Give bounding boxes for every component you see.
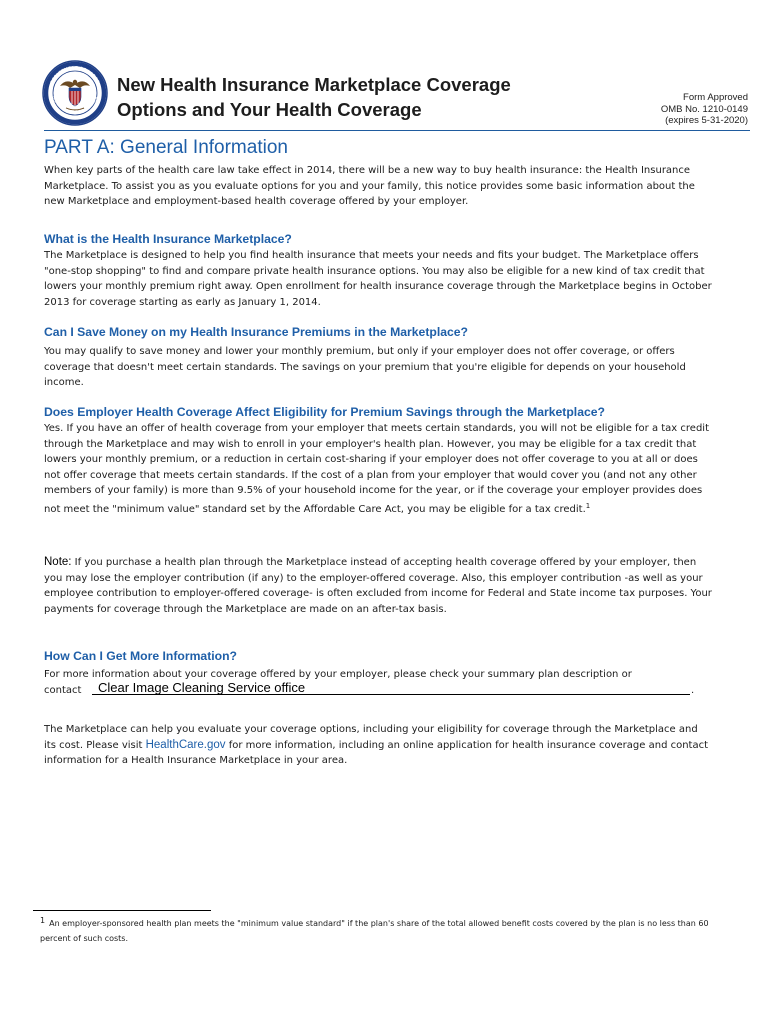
question-what-is-marketplace: What is the Health Insurance Marketplace? xyxy=(44,232,292,246)
footnote-reference: 1 xyxy=(585,501,591,510)
document-title xyxy=(117,72,587,122)
intro-paragraph: When key parts of the health care law take effect in 2014, there will be a new way to buy health insurance: the Health Insurance Marketplace. To assist you as you evaluate options for you and your family, this notice provides some basic information about the new Marketplace and employment-based health coverage offered by your employer. xyxy=(44,165,695,208)
healthcare-gov-link[interactable]: HealthCare.gov xyxy=(145,738,226,751)
footnote-divider xyxy=(33,910,211,911)
marketplace-help-paragraph xyxy=(44,722,712,769)
footnote xyxy=(40,913,730,946)
seal-bottom-text: UNITED STATES OF AMERICA xyxy=(51,95,99,115)
contact-fill-field[interactable]: Clear Image Cleaning Service office xyxy=(92,681,690,695)
question-save-money: Can I Save Money on my Health Insurance Premiums in the Marketplace? xyxy=(44,325,468,339)
answer-employer-coverage xyxy=(44,421,712,518)
contact-period: . xyxy=(691,685,695,696)
question-employer-coverage: Does Employer Health Coverage Affect Eligibility for Premium Savings through the Marketplace? xyxy=(44,405,605,419)
marketplace-help-text-before: The Marketplace can help you evaluate your coverage options, including your eligibility for coverage through the Marketplace and its cost. Please visit xyxy=(44,724,698,751)
expiration-date: (expires 5-31-2020) xyxy=(665,115,748,126)
note-paragraph xyxy=(44,555,712,617)
answer-save-money: You may qualify to save money and lower your monthly premium, but only if your employer does not offer coverage, or offers coverage that doesn't meet certain standards. The savings on your premium that you're eligible for depends on your household income. xyxy=(44,346,686,389)
seal-top-text: DEPARTMENT OF LABOR xyxy=(49,64,101,85)
contact-label: contact xyxy=(44,685,82,696)
form-approval-block xyxy=(588,92,748,127)
part-a-heading: PART A: General Information xyxy=(44,137,288,158)
department-of-labor-seal xyxy=(42,60,108,126)
title-line-1: New Health Insurance Marketplace Coverage xyxy=(117,74,511,95)
title-line-2: Options and Your Health Coverage xyxy=(117,99,422,120)
omb-number: OMB No. 1210-0149 xyxy=(660,103,748,115)
question-more-information: How Can I Get More Information? xyxy=(44,649,237,663)
header-divider xyxy=(44,130,750,131)
marketplace-help-text-after: for more information, including an online application for health insurance coverage and contact information for a Health Insurance Marketplace in your area. xyxy=(44,739,709,767)
footnote-number: 1 xyxy=(40,916,46,925)
form-approved-label: Form Approved xyxy=(683,92,748,103)
answer-what-is-marketplace: The Marketplace is designed to help you find health insurance that meets your needs and fits your budget. The Marketplace offers "one-stop shopping" to find and compare private health insurance options. You may also be eligible for a new kind of tax credit that lowers your monthly premium right away. Open enrollment for health insurance coverage through the Marketplace begins in October 2013 for coverage starting as early as January 1, 2014. xyxy=(44,250,712,308)
note-text: If you purchase a health plan through the Marketplace instead of accepting health coverage offered by your employer, then you may lose the employer contribution (if any) to the employer-offered coverage. Also, this employer contribution -as well as your employee contribution to employer-offered coverage- is often excluded from income for Federal and State income tax purposes. Your payments for coverage through the Marketplace are made on an after-tax basis. xyxy=(44,557,712,615)
answer-employer-coverage-text: Yes. If you have an offer of health coverage from your employer that meets certain standards, you will not be eligible for a tax credit through the Marketplace and may wish to enroll in your employer's health plan. However, you may be eligible for a tax credit that lowers your monthly premium, or a reduction in certain cost-sharing if your employer does not offer coverage to you at all or does not offer coverage that meets certain standards. If the cost of a plan from your employer that would cover you (and not any other members of your family) is more than 9.5% of your household income for the year, or if the coverage your employer provides does not meet the "minimum value" standard set by the Affordable Care Act, you may be eligible for a tax credit. xyxy=(44,423,709,515)
note-label: Note: xyxy=(44,556,72,568)
more-info-text: For more information about your coverage offered by your employer, please check your summary plan description or xyxy=(44,669,632,680)
footnote-text: An employer-sponsored health plan meets the "minimum value standard" if the plan's share of the total allowed benefit costs covered by the plan is no less than 60 percent of such costs. xyxy=(40,919,709,943)
